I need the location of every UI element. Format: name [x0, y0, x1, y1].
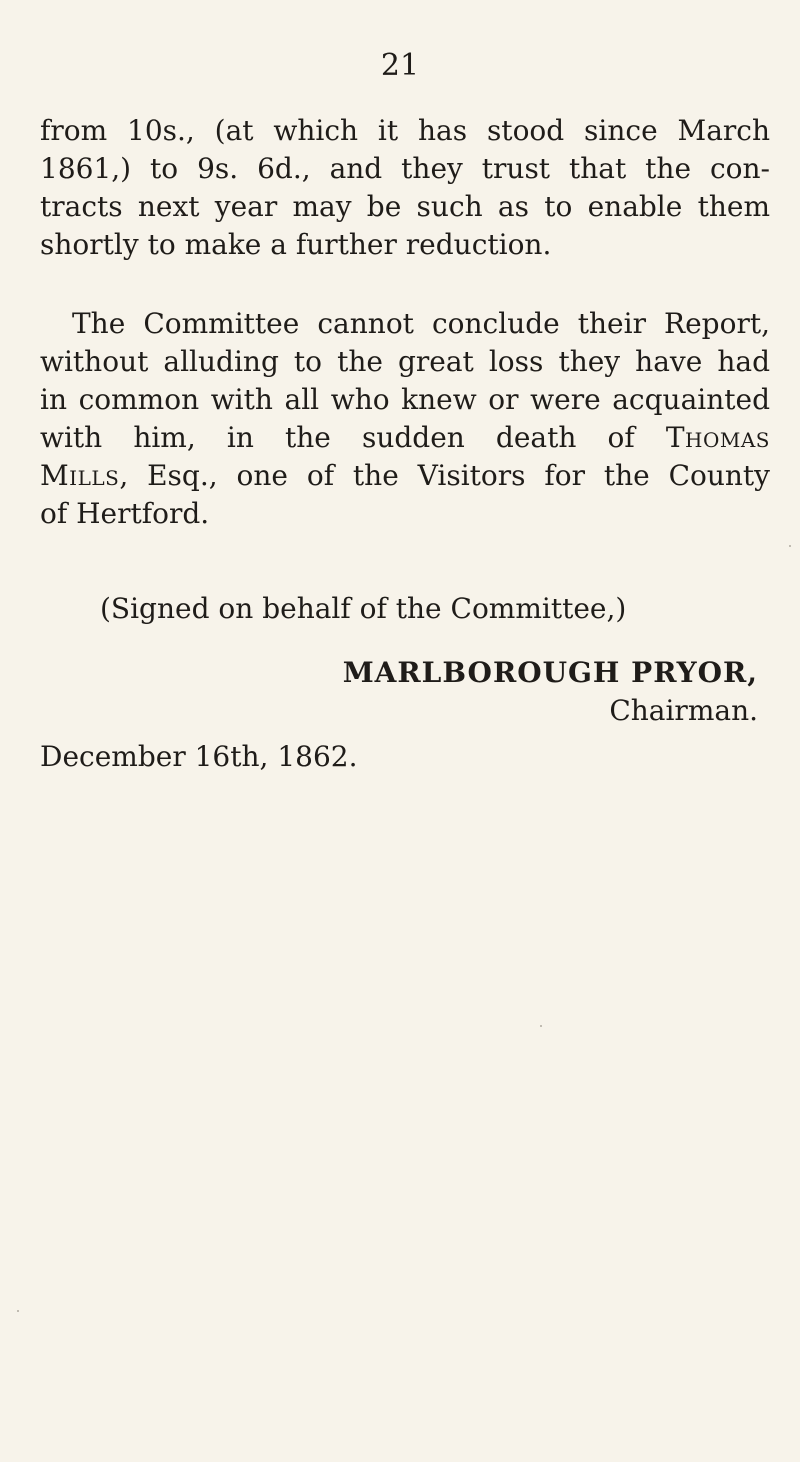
text-line: without alluding to the great loss they have had [40, 345, 770, 378]
date-line: December 16th, 1862. [40, 740, 358, 773]
paper-speck [789, 545, 791, 547]
paper-speck [17, 1310, 19, 1312]
text-line: from 10s., (at which it has stood since March [40, 114, 770, 147]
text-line: 1861,) to 9s. 6d., and they trust that the con- [40, 152, 770, 185]
text-fragment: with him, in the sudden death of [40, 421, 635, 454]
signature-block [343, 654, 758, 730]
text-fragment: , Esq., one of the Visitors for the County [119, 459, 770, 492]
page-number: 21 [380, 48, 420, 83]
text-line: tracts next year may be such as to enable them [40, 190, 770, 223]
text-line: The Committee cannot conclude their Report, [72, 307, 770, 340]
signature-title: Chairman. [609, 694, 758, 727]
paragraph-reduction [40, 112, 770, 264]
signed-line: (Signed on behalf of the Committee,) [100, 592, 627, 625]
person-name-last: Mills [40, 459, 120, 492]
signature-name: MARLBOROUGH PRYOR, [342, 656, 758, 689]
text-line: shortly to make a further reduction. [40, 228, 552, 261]
paragraph-tribute [40, 305, 770, 533]
text-line: of Hertford. [40, 497, 210, 530]
person-name-first: Thomas [665, 421, 770, 454]
text-line: in common with all who knew or were acquainted [40, 383, 770, 416]
text-line [40, 457, 770, 495]
paper-speck [540, 1025, 542, 1027]
text-line [40, 419, 770, 457]
